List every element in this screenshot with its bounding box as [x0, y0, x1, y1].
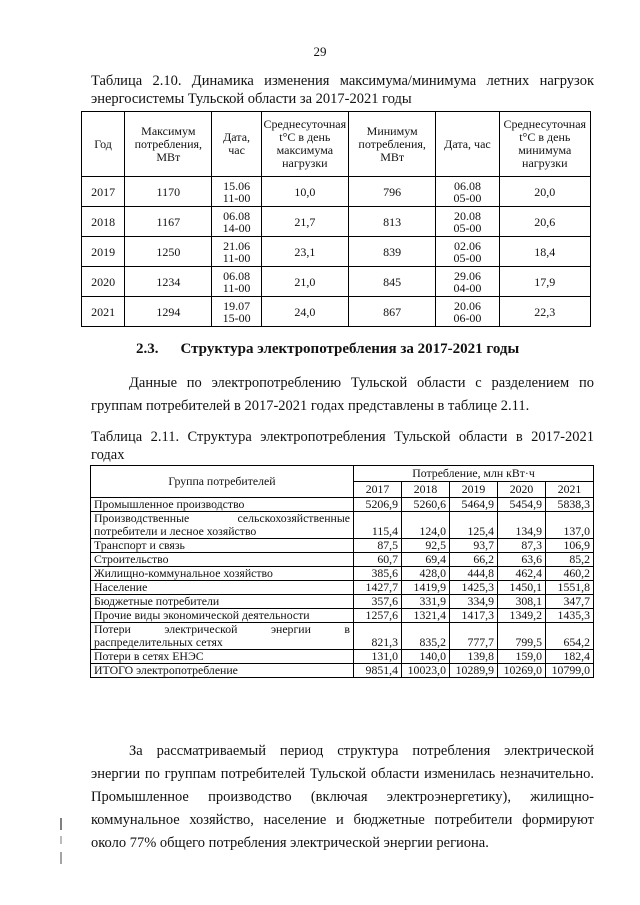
value-cell: 9851,4	[354, 664, 402, 678]
table-row	[91, 553, 594, 567]
table-cell: 06.08 05-00	[436, 177, 499, 207]
table-cell: 20.08 05-00	[436, 207, 499, 237]
value-cell: 5454,9	[498, 498, 546, 512]
value-cell: 5260,6	[402, 498, 450, 512]
table1-caption: Таблица 2.10. Динамика изменения максимума/минимума летних нагрузок энергосистемы Тульской области за 2017-2021 годы	[91, 73, 594, 107]
header-year-2018: 2018	[402, 482, 450, 498]
value-cell: 1425,3	[450, 581, 498, 595]
row-label: Строительство	[91, 553, 354, 567]
page-number: 29	[313, 44, 327, 59]
value-cell: 1417,3	[450, 609, 498, 623]
header-min-date: Дата, час	[436, 112, 499, 177]
table-cell: 21.06 11-00	[212, 237, 261, 267]
table-summer-loads	[81, 111, 591, 327]
value-cell: 124,0	[402, 512, 450, 539]
table-cell: 2020	[82, 267, 125, 297]
value-cell: 462,4	[498, 567, 546, 581]
value-cell: 10799,0	[546, 664, 594, 678]
row-label: Потери в сетях ЕНЭС	[91, 650, 354, 664]
header-consumption: Потребление, млн кВт·ч	[354, 466, 594, 482]
value-cell: 1551,8	[546, 581, 594, 595]
table-cell: 21,7	[261, 207, 348, 237]
value-cell: 134,9	[498, 512, 546, 539]
value-cell: 1257,6	[354, 609, 402, 623]
table-cell: 813	[349, 207, 436, 237]
value-cell: 115,4	[354, 512, 402, 539]
value-cell: 93,7	[450, 539, 498, 553]
value-cell: 835,2	[402, 623, 450, 650]
section-heading: Структура электропотребления за 2017-2021 годы	[180, 341, 520, 357]
table-cell: 18,4	[499, 237, 590, 267]
value-cell: 331,9	[402, 595, 450, 609]
value-cell: 1427,7	[354, 581, 402, 595]
row-label: Производственные сельскохозяйственные потребители и лесное хозяйство	[91, 512, 354, 539]
table-cell: 10,0	[261, 177, 348, 207]
header-year: Год	[82, 112, 125, 177]
value-cell: 69,4	[402, 553, 450, 567]
value-cell: 1419,9	[402, 581, 450, 595]
table-cell: 02.06 05-00	[436, 237, 499, 267]
header-year-2021: 2021	[546, 482, 594, 498]
header-max-consumption: Максимум потребления, МВт	[125, 112, 212, 177]
table-cell: 20,6	[499, 207, 590, 237]
value-cell: 63,6	[498, 553, 546, 567]
table-row	[82, 237, 591, 267]
value-cell: 159,0	[498, 650, 546, 664]
margin-mark	[58, 818, 64, 866]
table-consumption-structure	[90, 465, 594, 678]
table-row	[91, 567, 594, 581]
value-cell: 10289,9	[450, 664, 498, 678]
table-row	[91, 609, 594, 623]
value-cell: 137,0	[546, 512, 594, 539]
table-cell: 1250	[125, 237, 212, 267]
value-cell: 1321,4	[402, 609, 450, 623]
table-cell: 21,0	[261, 267, 348, 297]
table-cell: 845	[349, 267, 436, 297]
value-cell: 308,1	[498, 595, 546, 609]
row-label: Жилищно-коммунальное хозяйство	[91, 567, 354, 581]
value-cell: 85,2	[546, 553, 594, 567]
table-cell: 24,0	[261, 297, 348, 327]
table-row	[82, 207, 591, 237]
table-cell: 2021	[82, 297, 125, 327]
header-year-2017: 2017	[354, 482, 402, 498]
value-cell: 1349,2	[498, 609, 546, 623]
table-row	[91, 664, 594, 678]
table-cell: 2018	[82, 207, 125, 237]
table-cell: 20.06 06-00	[436, 297, 499, 327]
table-row	[82, 297, 591, 327]
value-cell: 385,6	[354, 567, 402, 581]
row-label: Транспорт и связь	[91, 539, 354, 553]
table-cell: 796	[349, 177, 436, 207]
value-cell: 777,7	[450, 623, 498, 650]
header-consumer-group: Группа потребителей	[91, 466, 354, 498]
value-cell: 1450,1	[498, 581, 546, 595]
table-cell: 20,0	[499, 177, 590, 207]
table-cell: 15.06 11-00	[212, 177, 261, 207]
row-label: Потери электрической энергии в распределительных сетях	[91, 623, 354, 650]
value-cell: 10269,0	[498, 664, 546, 678]
table-cell: 1167	[125, 207, 212, 237]
table-row	[91, 539, 594, 553]
value-cell: 821,3	[354, 623, 402, 650]
table-cell: 2019	[82, 237, 125, 267]
header-max-date: Дата, час	[212, 112, 261, 177]
value-cell: 1435,3	[546, 609, 594, 623]
row-label: Промышленное производство	[91, 498, 354, 512]
table-row	[91, 650, 594, 664]
value-cell: 131,0	[354, 650, 402, 664]
value-cell: 5838,3	[546, 498, 594, 512]
value-cell: 799,5	[498, 623, 546, 650]
value-cell: 428,0	[402, 567, 450, 581]
table-cell: 1294	[125, 297, 212, 327]
value-cell: 125,4	[450, 512, 498, 539]
value-cell: 460,2	[546, 567, 594, 581]
header-year-2020: 2020	[498, 482, 546, 498]
table-row	[82, 177, 591, 207]
value-cell: 66,2	[450, 553, 498, 567]
section-number: 2.3.	[136, 341, 159, 357]
table-row	[91, 498, 594, 512]
table-cell: 29.06 04-00	[436, 267, 499, 297]
value-cell: 654,2	[546, 623, 594, 650]
table-row	[91, 595, 594, 609]
table-cell: 1170	[125, 177, 212, 207]
table-cell: 867	[349, 297, 436, 327]
table-cell: 839	[349, 237, 436, 267]
table2-caption: Таблица 2.11. Структура электропотребления Тульской области в 2017-2021 годах	[91, 429, 594, 463]
value-cell: 347,7	[546, 595, 594, 609]
table-cell: 19.07 15-00	[212, 297, 261, 327]
table-cell: 2017	[82, 177, 125, 207]
row-label: ИТОГО электропотребление	[91, 664, 354, 678]
value-cell: 5206,9	[354, 498, 402, 512]
value-cell: 87,3	[498, 539, 546, 553]
paragraph-intro: Данные по электропотреблению Тульской области с разделением по группам потребителей в 2017-2021 годах представлены в таблице 2.11.	[91, 375, 594, 414]
value-cell: 5464,9	[450, 498, 498, 512]
table-cell: 22,3	[499, 297, 590, 327]
value-cell: 140,0	[402, 650, 450, 664]
header-max-temp: Среднесуточная t°C в день максимума нагрузки	[261, 112, 348, 177]
value-cell: 334,9	[450, 595, 498, 609]
value-cell: 357,6	[354, 595, 402, 609]
value-cell: 87,5	[354, 539, 402, 553]
value-cell: 92,5	[402, 539, 450, 553]
table-row	[91, 581, 594, 595]
table-cell: 1234	[125, 267, 212, 297]
header-year-2019: 2019	[450, 482, 498, 498]
value-cell: 444,8	[450, 567, 498, 581]
table-row	[82, 267, 591, 297]
table-cell: 06.08 14-00	[212, 207, 261, 237]
paragraph-conclusion: За рассматриваемый период структура потребления электрической энергии по группам потребителей Тульской области изменилась незначительно. Промышленное производство (включая электроэнергетику), жилищно-коммунальное хозяйство, население и бюджетные потребители формируют около 77% общего потребления электрической энергии региона.	[91, 743, 594, 851]
value-cell: 139,8	[450, 650, 498, 664]
value-cell: 182,4	[546, 650, 594, 664]
table-row	[91, 623, 594, 650]
table-cell: 23,1	[261, 237, 348, 267]
row-label: Прочие виды экономической деятельности	[91, 609, 354, 623]
value-cell: 60,7	[354, 553, 402, 567]
value-cell: 10023,0	[402, 664, 450, 678]
table-row	[91, 512, 594, 539]
row-label: Бюджетные потребители	[91, 595, 354, 609]
row-label: Население	[91, 581, 354, 595]
table-cell: 17,9	[499, 267, 590, 297]
table-cell: 06.08 11-00	[212, 267, 261, 297]
header-min-consumption: Минимум потребления, МВт	[349, 112, 436, 177]
header-min-temp: Среднесуточная t°C в день минимума нагрузки	[499, 112, 590, 177]
section-title	[136, 341, 519, 358]
value-cell: 106,9	[546, 539, 594, 553]
